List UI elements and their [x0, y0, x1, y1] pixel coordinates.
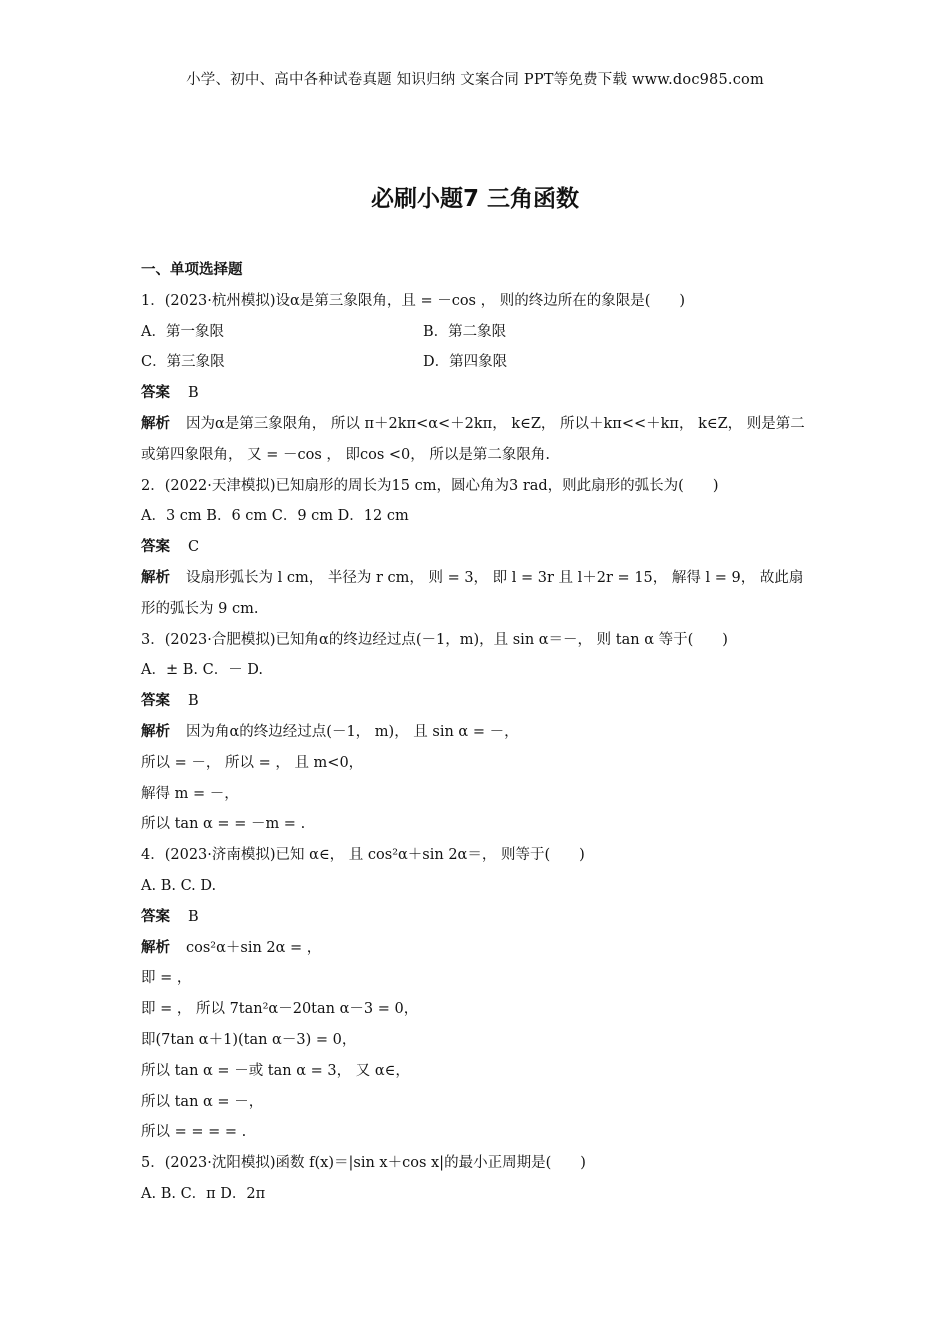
analysis-label: 解析: [141, 414, 170, 432]
question-2-analysis-text: 设扇形弧长为 l cm， 半径为 r cm， 则 = 3， 即 l = 3r 且 l＋2r = 15， 解得 l = 9， 故此扇形的弧长为 9 cm.: [141, 569, 804, 617]
question-3-answer: [141, 686, 813, 717]
answer-label: 答案: [141, 538, 170, 556]
question-4-analysis-line-2: 即 = ，: [141, 970, 192, 987]
question-4-analysis-line-6: 所以 tan α = －，: [141, 1093, 264, 1110]
analysis-label: 解析: [141, 568, 170, 586]
question-4-analysis-line-1: [141, 933, 813, 964]
answer-label: 答案: [141, 384, 170, 402]
question-1-option-a: A．第一象限: [141, 323, 224, 340]
analysis-label: 解析: [141, 722, 170, 740]
page-title: 必刷小题7 三角函数: [370, 186, 579, 212]
question-1-analysis: [141, 409, 813, 471]
question-1-answer: [141, 378, 813, 409]
question-5-stem: 5．(2023·沈阳模拟)函数 f(x)＝|sin x＋cos x|的最小正周期是( ): [141, 1155, 586, 1172]
question-2-analysis: [141, 563, 813, 625]
answer-label: 答案: [141, 907, 170, 925]
question-1-answer-value: B: [188, 385, 199, 402]
question-1-options-row-2: [141, 347, 813, 378]
document-body: [141, 255, 813, 1210]
question-1-analysis-text: 因为α是第三象限角， 所以 π＋2kπ<α<＋2kπ， k∈Z， 所以＋kπ<<＋kπ， k∈Z， 则是第二或第四象限角， 又 = －cos ， 即cos <0， 所以是第二象限角.: [141, 415, 805, 463]
question-1-option-b: B．第二象限: [423, 323, 507, 340]
section-heading: 一、单项选择题: [141, 261, 243, 278]
answer-label: 答案: [141, 692, 170, 710]
question-1-option-c: C．第三象限: [141, 354, 225, 371]
question-4-analysis-line-7: 所以 = = = = .: [141, 1124, 247, 1141]
question-5-options: A. B. C．π D．2π: [141, 1185, 266, 1202]
question-4-analysis-line-4: 即(7tan α＋1)(tan α－3) = 0，: [141, 1031, 357, 1048]
question-4-options: A. B. C. D.: [141, 877, 217, 894]
question-2-stem: 2．(2022·天津模拟)已知扇形的周长为15 cm，圆心角为3 rad，则此扇形的弧长为( ): [141, 477, 719, 494]
question-3-analysis-line-4: 所以 tan α = = －m = .: [141, 816, 306, 833]
question-3-analysis-line-3: 解得 m = －，: [141, 785, 239, 802]
question-4-analysis-line-5: 所以 tan α = －或 tan α = 3， 又 α∈，: [141, 1062, 410, 1079]
question-2-options: A．3 cm B．6 cm C．9 cm D．12 cm: [141, 508, 409, 525]
question-4-answer: [141, 902, 813, 933]
question-3-analysis-text-1: 因为角α的终边经过点(－1， m)， 且 sin α = －，: [186, 723, 519, 740]
question-3-analysis-line-2: 所以 = －， 所以 = ， 且 m<0，: [141, 754, 364, 771]
question-4-answer-value: B: [188, 908, 199, 925]
question-3-stem: 3．(2023·合肥模拟)已知角α的终边经过点(－1，m)，且 sin α＝－， 则 tan α 等于( ): [141, 631, 728, 648]
question-4-analysis-line-3: 即 = ， 所以 7tan²α－20tan α－3 = 0，: [141, 1001, 419, 1018]
question-2-answer-value: C: [188, 539, 200, 556]
question-4-stem: 4．(2023·济南模拟)已知 α∈， 且 cos²α＋sin 2α＝， 则等于( ): [141, 847, 585, 864]
question-3-options: A．± B. C．－ D.: [141, 662, 264, 679]
question-1-options-row-1: [141, 317, 813, 348]
question-1-option-d: D．第四象限: [423, 354, 508, 371]
question-2-answer: [141, 532, 813, 563]
question-3-analysis-line-1: [141, 717, 813, 748]
page-header: 小学、初中、高中各种试卷真题 知识归纳 文案合同 PPT等免费下载 www.doc985.com: [186, 72, 764, 88]
question-4-analysis-text-1: cos²α＋sin 2α = ，: [186, 939, 322, 956]
question-1-stem: 1．(2023·杭州模拟)设α是第三象限角，且 = －cos ， 则的终边所在的象限是( ): [141, 292, 686, 309]
question-3-answer-value: B: [188, 693, 199, 710]
analysis-label: 解析: [141, 938, 170, 956]
